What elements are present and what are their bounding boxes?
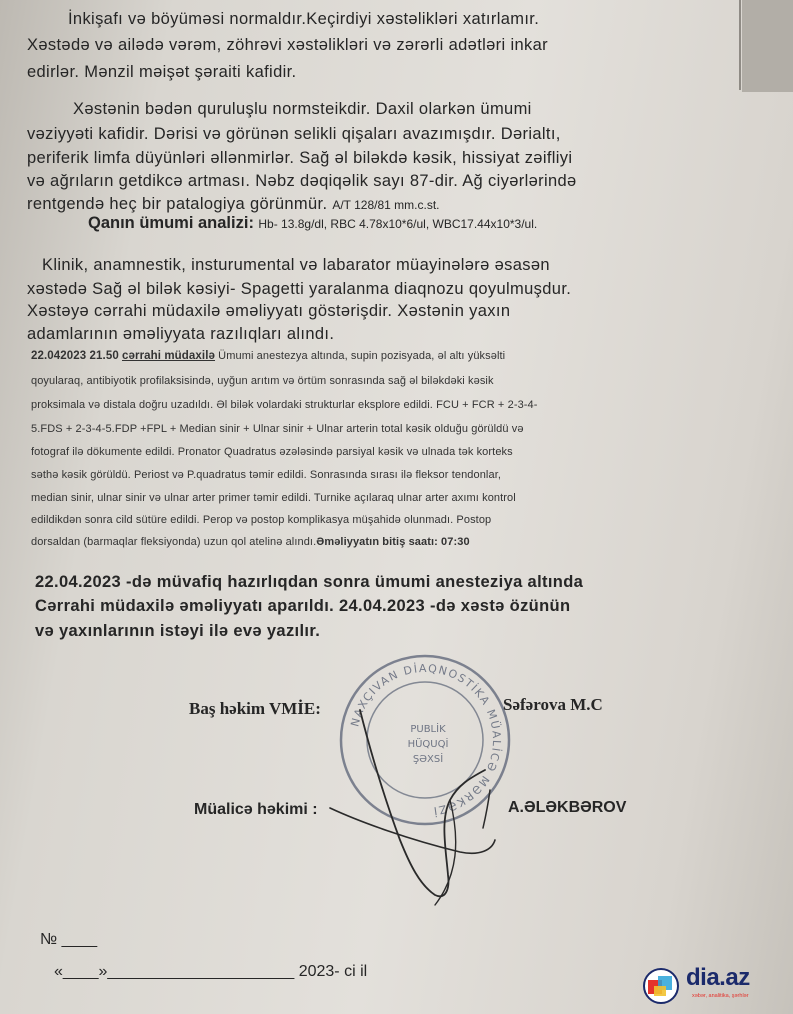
paragraph2-line2: vəziyyəti kafidir. Dərisi və görünən selikli qişaları avazımışdır. Dərialtı, xyxy=(27,125,561,143)
blood-analysis-line xyxy=(88,214,537,233)
operation-line9 xyxy=(31,537,470,548)
page-edge-shadow xyxy=(742,0,793,92)
paragraph4-line3: və yaxınlarının istəyi ilə evə yazılır. xyxy=(35,622,321,640)
paragraph2-line5-text: rentgendə heç bir patalogiya görünmür. xyxy=(27,195,328,213)
operation-line7: median sinir, ulnar sinir və ulnar arter primer təmir edildi. Turnike açılaraq ulnar arter axımı kontrol xyxy=(31,492,516,504)
operation-line3: proksimala və distala doğru uzadıldı. Əl bilək volardaki strukturlar eksplore edildi. FCU + FCR + 2-3-4- xyxy=(31,399,538,411)
operation-title: cərrahi müdaxilə xyxy=(122,350,216,362)
operation-line2: qoyularaq, antibiyotik profilaksisində, uyğun arıtım və örtüm sonrasında sağ əl biləkdəki kəsik xyxy=(31,375,494,387)
document-number: № ____ xyxy=(40,931,98,948)
operation-line6: səthə kəsik görüldü. Periost və P.quadratus təmir edildi. Sonrasında sırası ilə fleksor tendonlar, xyxy=(31,469,502,481)
paragraph2-line4: və ağrıların getdikcə artması. Nəbz dəqiqəlik sayı 87-dir. Ağ ciyərlərində xyxy=(27,172,577,190)
blood-analysis-values: Hb- 13.8g/dl, RBC 4.78x10*6/ul, WBC17.44x10*3/ul. xyxy=(258,217,538,231)
chief-doctor-label: Baş həkim VMİE: xyxy=(189,699,321,718)
operation-line1 xyxy=(31,351,505,363)
treating-doctor-name: A.ƏLƏKBƏROV xyxy=(508,799,627,816)
document-date-line: «____»_____________________ 2023- ci il xyxy=(54,963,368,980)
paragraph3-line1: Klinik, anamnestik, insturumental və labarator müayinələrə əsasən xyxy=(42,256,550,274)
dia-az-watermark xyxy=(640,962,780,1010)
blood-analysis-label: Qanın ümumi analizi: xyxy=(88,214,254,232)
operation-datetime: 22.042023 21.50 xyxy=(31,350,119,362)
paragraph2-line3: periferik limfa düyünləri əllənmirlər. Sağ əl biləkdə kəsik, hissiyat zəifliyi xyxy=(27,149,573,167)
page-edge-line xyxy=(739,0,741,90)
operation-line5: fotograf ilə dökumente edildi. Pronator Quadratus əzələsində parsiyal kəsik və ulnada tək korteks xyxy=(31,446,513,458)
stamp-center-line2: HÜQUQİ xyxy=(407,739,449,750)
paragraph1-line1: İnkişafı və böyüməsi normaldır.Keçirdiyi xəstəlikləri xatırlamır. xyxy=(68,10,540,28)
paragraph4-line1: 22.04.2023 -də müvafiq hazırlıqdan sonra ümumi anesteziya altında xyxy=(35,573,584,591)
treating-doctor-label: Müalicə həkimi : xyxy=(194,801,318,818)
dia-az-tagline: xəbər, analitika, şərhlər xyxy=(692,993,749,999)
stamp-center-line1: PUBLİK xyxy=(410,724,446,735)
chief-doctor-name: Səfərova M.C xyxy=(503,695,603,714)
paragraph3-line4: adamlarının əməliyyata razılıqları alındı. xyxy=(27,325,335,343)
paragraph1-line3: edirlər. Mənzil məişət şəraiti kafidir. xyxy=(27,63,297,81)
paragraph3-line3: Xəstəyə cərrahi müdaxilə əməliyyatı göstərişdir. Xəstənin yaxın xyxy=(27,302,511,320)
paragraph2-line1: Xəstənin bədən quruluşlu normsteikdir. Daxil olarkən ümumi xyxy=(73,100,532,118)
dia-az-brand: dia.az xyxy=(686,964,750,991)
operation-line8: edildikdən sonra cild sütüre edildi. Perop və postop komplikasya müşahidə olunmadı. Postop xyxy=(31,514,492,526)
stamp-center-line3: ŞƏXSİ xyxy=(412,754,444,765)
operation-line1-rest: Ümumi anestezya altında, supin pozisyada, əl altı yüksəlti xyxy=(218,350,506,362)
paragraph3-line2: xəstədə Sağ əl bilək kəsiyi- Spagetti yaralanma diaqnozu qoyulmuşdur. xyxy=(27,280,572,298)
blood-pressure: A/T 128/81 mm.c.st. xyxy=(332,198,440,212)
handwritten-signature xyxy=(300,690,520,920)
paragraph1-line2: Xəstədə və ailədə vərəm, zöhrəvi xəstəlikləri və zərərli adətləri inkar xyxy=(27,36,548,54)
operation-end-time: Əməliyyatın bitiş saatı: 07:30 xyxy=(316,536,470,548)
paragraph4-line2: Cərrahi müdaxilə əməliyyatı aparıldı. 24.04.2023 -də xəstə özünün xyxy=(35,597,571,615)
stamp-ring-text: NAXÇIVAN DİAQNOSTİKA MÜALİCƏ MƏRKƏZİ xyxy=(348,661,504,818)
paragraph2-line5 xyxy=(27,196,440,213)
operation-last-line: dorsaldan (barmaqlar fleksiyonda) uzun qol atelinə alındı. xyxy=(31,536,317,548)
operation-line4: 5.FDS + 2-3-4-5.FDP +FPL + Median sinir + Ulnar sinir + Ulnar arterin total kəsik olduğu görüldü və xyxy=(31,423,524,435)
dia-az-logo-icon xyxy=(640,966,682,1006)
